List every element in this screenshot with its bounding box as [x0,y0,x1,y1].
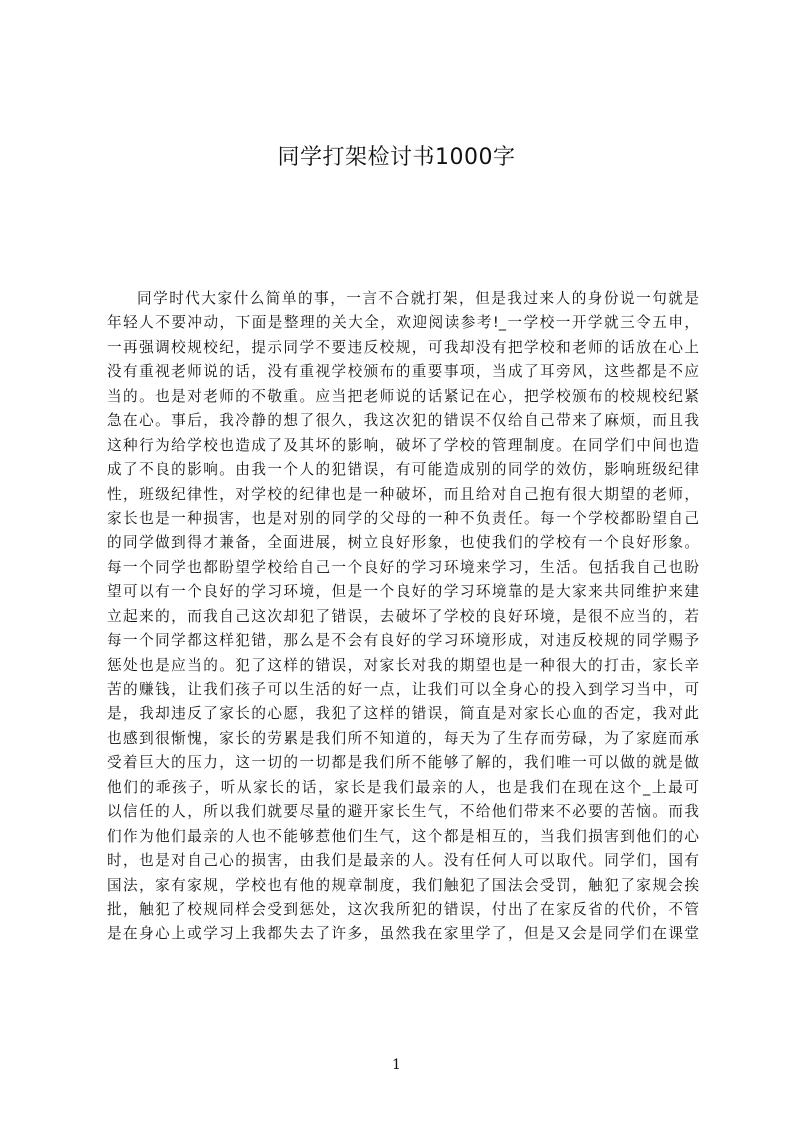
body-paragraph [107,287,699,947]
text-line: 家长也是一种损害，也是对别的同学的父母的一种不负责任。每一个学校都盼望自己 [107,509,699,527]
text-line: 立起来的，而我自己这次却犯了错误，去破坏了学校的良好环境，是很不应当的，若 [107,607,699,625]
text-line: 没有重视老师说的话，没有重视学校颁布的重要事项，当成了耳旁风，这些都是不应 [107,363,699,381]
text-line: 时，也是对自己心的损害，由我们是最亲的人。没有任何人可以取代。同学们，国有 [107,852,699,870]
text-line: 当的。也是对老师的不敬重。应当把老师说的话紧记在心，把学校颁布的校规校纪紧 [107,387,699,405]
text-line: 批，触犯了校规同样会受到惩处，这次我所犯的错误，付出了在家反省的代价，不管 [107,900,699,918]
text-line: 受着巨大的压力，这一切的一切都是我们所不能够了解的，我们唯一可以做的就是做 [107,754,699,772]
text-line: 每一个同学也都盼望学校给自己一个良好的学习环境来学习，生活。包括我自己也盼 [107,558,699,576]
text-line: 是，我却违反了家长的心愿，我犯了这样的错误，简直是对家长心血的否定，我对此 [107,705,699,723]
document-title: 同学打架检讨书1000字 [277,145,516,170]
text-line: 国法，家有家规，学校也有他的规章制度，我们触犯了国法会受罚，触犯了家规会挨 [107,876,699,894]
text-line: 是在身心上或学习上我都失去了许多，虽然我在家里学了，但是又会是同学们在课堂 [107,925,699,943]
text-line: 以信任的人，所以我们就要尽量的避开家长生气，不给他们带来不必要的苦恼。而我 [107,803,699,821]
text-line: 这种行为给学校也造成了及其坏的影响，破坏了学校的管理制度。在同学们中间也造 [107,436,699,454]
text-line: 苦的赚钱，让我们孩子可以生活的好一点，让我们可以全身心的投入到学习当中，可 [107,681,699,698]
text-line: 的同学做到得才兼备，全面进展，树立良好形象，也使我们的学校有一个良好形象。 [107,534,699,552]
text-line: 一再强调校规校纪，提示同学不要违反校规，可我却没有把学校和老师的话放在心上 [107,338,699,356]
text-line: 每一个同学都这样犯错，那么是不会有良好的学习环境形成，对违反校规的同学赐予 [107,632,699,650]
text-line: 惩处也是应当的。犯了这样的错误，对家长对我的期望也是一种很大的打击，家长辛 [107,656,699,674]
text-line: 他们的乖孩子，听从家长的话，家长是我们最亲的人，也是我们在现在这个_上最可 [107,778,699,796]
text-line: 年轻人不要冲动，下面是整理的关大全，欢迎阅读参考!_一学校一开学就三令五申， [107,314,699,332]
text-line: 性，班级纪律性，对学校的纪律也是一种破坏，而且给对自己抱有很大期望的老师， [107,485,699,503]
text-line: 也感到很惭愧，家长的劳累是我们所不知道的，每天为了生存而劳碌，为了家庭而承 [107,729,699,747]
text-line: 望可以有一个良好的学习环境，但是一个良好的学习环境靠的是大家来共同维护来建 [107,583,699,601]
text-line: 们作为他们最亲的人也不能够惹他们生气，这个都是相互的，当我们损害到他们的心 [107,827,699,845]
text-line: 成了不良的影响。由我一个人的犯错误，有可能造成别的同学的效仿，影响班级纪律 [107,461,699,479]
page-number: 1 [392,1057,401,1073]
text-line: 急在心。事后，我冷静的想了很久，我这次犯的错误不仅给自己带来了麻烦，而且我 [107,412,699,430]
text-line: 同学时代大家什么简单的事，一言不合就打架，但是我过来人的身份说一句就是 [137,290,699,307]
